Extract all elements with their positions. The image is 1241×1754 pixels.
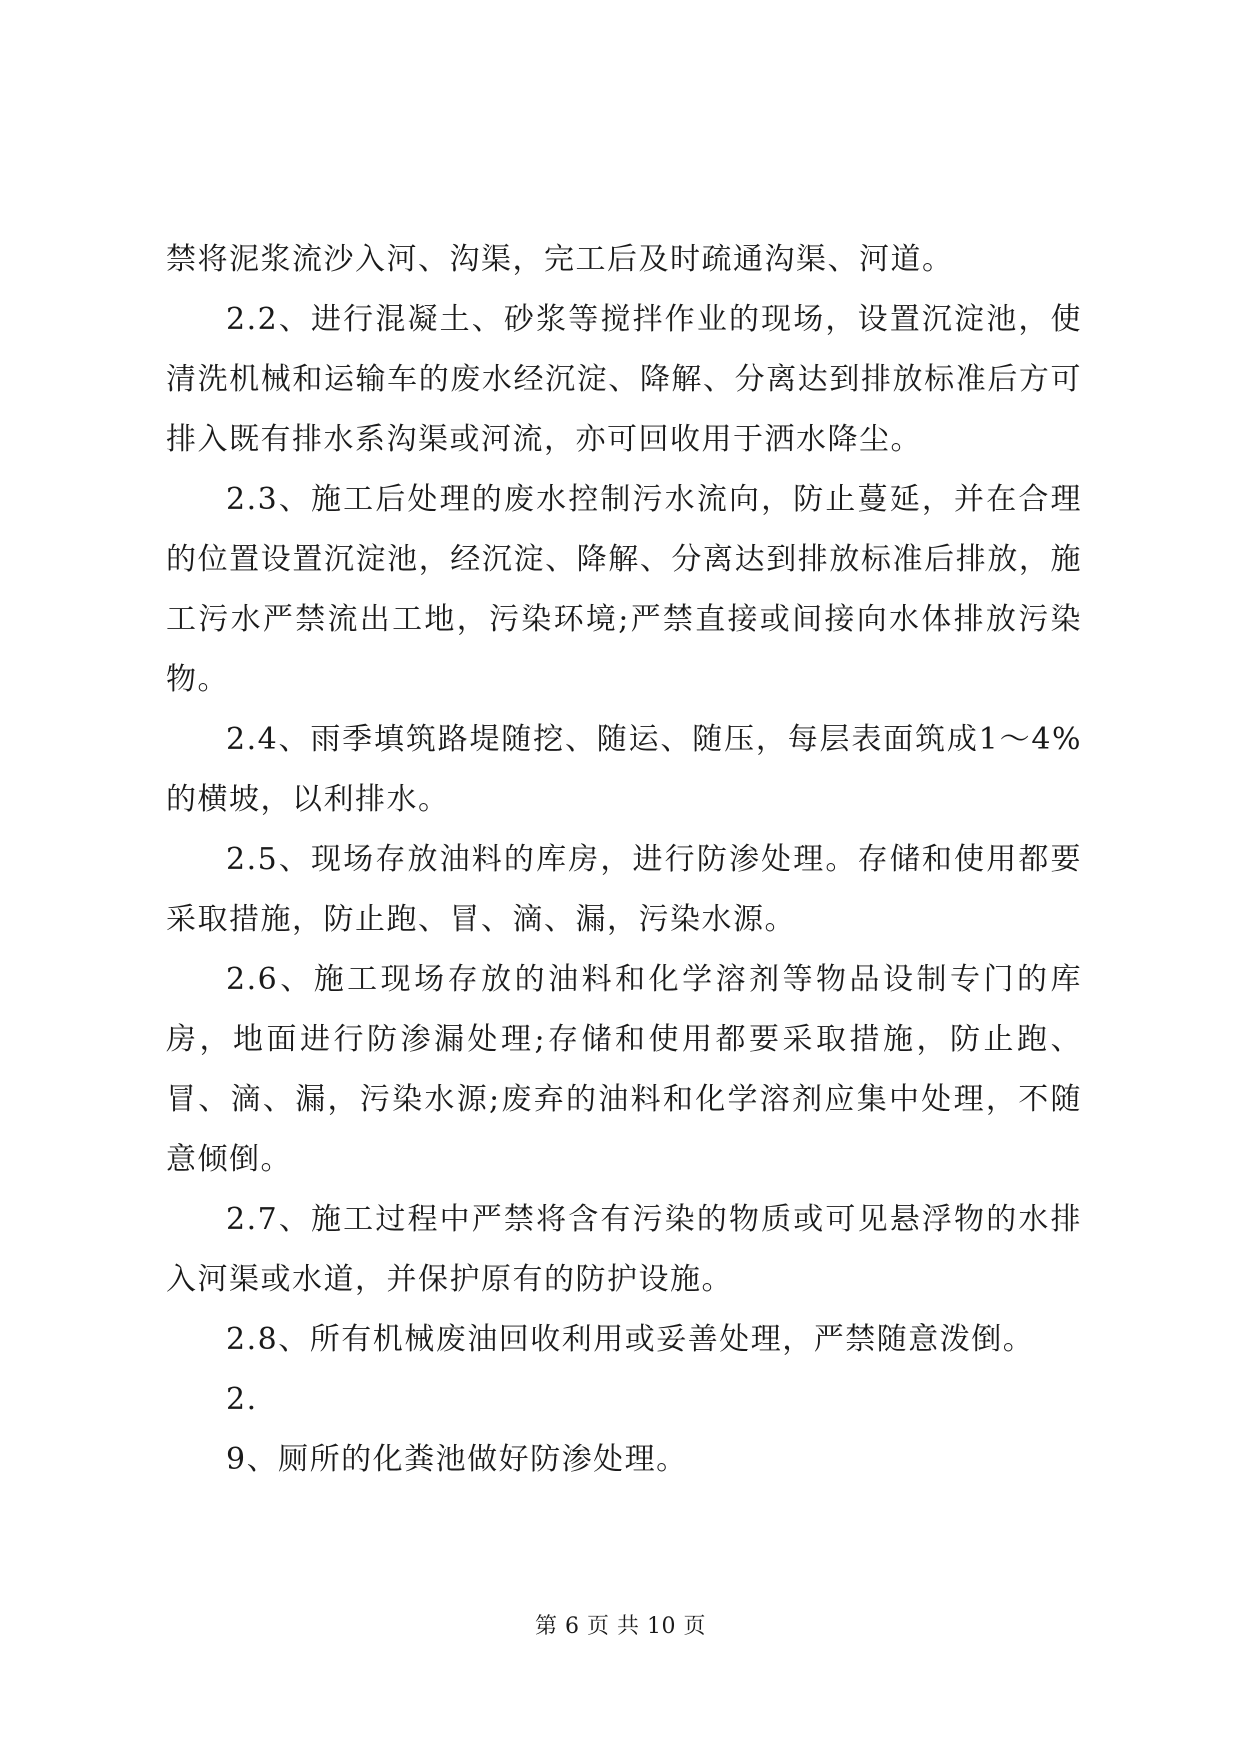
paragraph-2-fragment: 2.: [226, 1382, 258, 1417]
paragraph-2-5: 2.5、现场存放油料的库房，进行防渗处理。存储和使用都要采取措施，防止跑、冒、滴、漏，污染水源。: [166, 842, 1082, 937]
paragraph-2-6: 2.6、施工现场存放的油料和化学溶剂等物品设制专门的库房，地面进行防渗漏处理;存储和使用都要采取措施，防止跑、冒、滴、漏，污染水源;废弃的油料和化学溶剂应集中处理，不随意倾倒。: [166, 962, 1082, 1177]
paragraph-2-4: 2.4、雨季填筑路堤随挖、随运、随压，每层表面筑成1～4%的横坡，以利排水。: [166, 722, 1082, 817]
paragraph-2-7: 2.7、施工过程中严禁将含有污染的物质或可见悬浮物的水排入河渠或水道，并保护原有的防护设施。: [166, 1202, 1082, 1297]
paragraph-9: 9、厕所的化粪池做好防渗处理。: [226, 1442, 688, 1477]
paragraph-continuation: 禁将泥浆流沙入河、沟渠，完工后及时疏通沟渠、河道。: [166, 242, 954, 277]
paragraph-2-8: 2.8、所有机械废油回收利用或妥善处理，严禁随意泼倒。: [226, 1322, 1035, 1357]
paragraph-2-2: 2.2、进行混凝土、砂浆等搅拌作业的现场，设置沉淀池，使清洗机械和运输车的废水经沉淀、降解、分离达到排放标准后方可排入既有排水系沟渠或河流，亦可回收用于洒水降尘。: [166, 302, 1082, 457]
page-footer: 第 6 页 共 10 页: [535, 1614, 706, 1639]
paragraph-2-3: 2.3、施工后处理的废水控制污水流向，防止蔓延，并在合理的位置设置沉淀池，经沉淀、降解、分离达到排放标准后排放，施工污水严禁流出工地，污染环境;严禁直接或间接向水体排放污染物。: [166, 482, 1082, 697]
document-body: [166, 230, 1082, 1490]
